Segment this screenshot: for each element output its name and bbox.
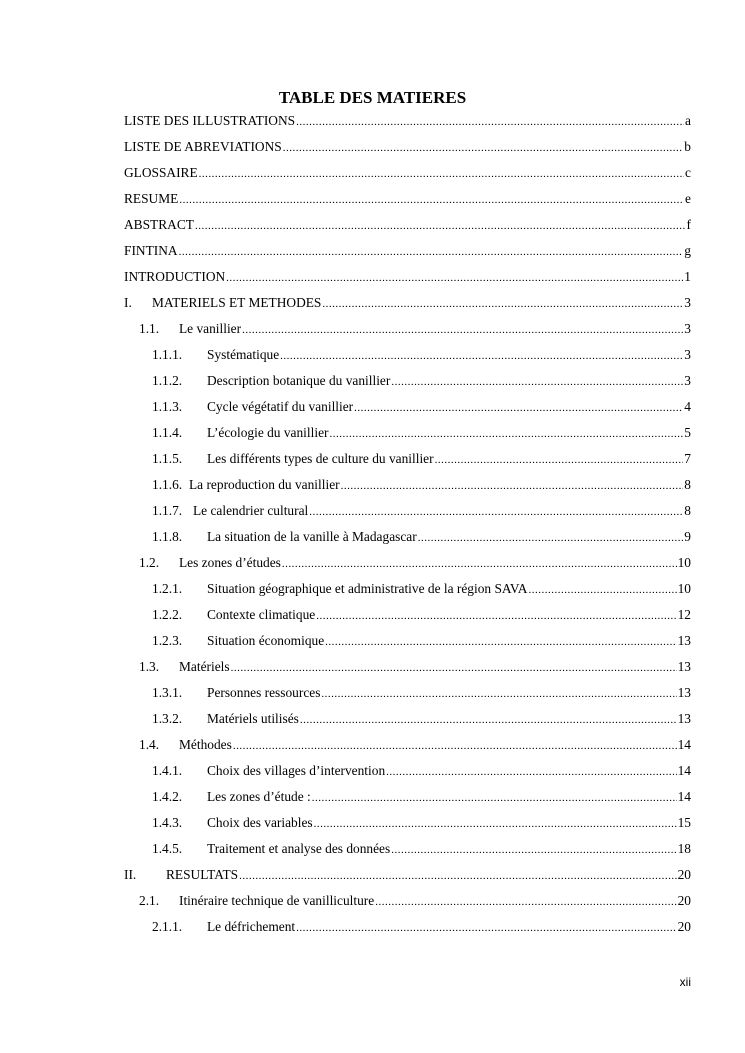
toc-entry: [124, 680, 691, 706]
toc-entry: [124, 576, 691, 602]
toc-entry-number: 1.1.6.: [152, 477, 183, 492]
toc-leader-dots: [242, 317, 683, 343]
toc-entry-number: 1.1.1.: [152, 347, 183, 362]
toc-entry-title: Matériels: [179, 659, 230, 674]
toc-entry-number: 1.1.8.: [152, 529, 183, 544]
page-number: xii: [679, 975, 691, 989]
toc-entry-page: 18: [677, 841, 691, 856]
toc-entry: [124, 758, 691, 784]
toc-entry-page: a: [685, 113, 691, 128]
toc-entry-title: Personnes ressources: [207, 685, 321, 700]
toc-leader-dots: [179, 187, 684, 213]
toc-leader-dots: [300, 707, 677, 733]
toc-entry: [124, 602, 691, 628]
toc-entry: [124, 212, 691, 238]
toc-entry: [124, 784, 691, 810]
toc-entry-page: 4: [684, 399, 691, 414]
toc-entry-title: Description botanique du vanillier: [207, 373, 391, 388]
toc-entry-page: b: [684, 139, 691, 154]
toc-leader-dots: [282, 551, 677, 577]
toc-entry-page: 20: [677, 919, 691, 934]
toc-leader-dots: [354, 395, 683, 421]
toc-entry-page: 20: [677, 867, 691, 882]
toc-entry-number: 1.4.1.: [152, 763, 183, 778]
toc-leader-dots: [375, 889, 676, 915]
toc-leader-dots: [329, 421, 683, 447]
toc-entry-page: 3: [684, 295, 691, 310]
toc-entry: [124, 472, 691, 498]
toc-entry-page: 3: [684, 321, 691, 336]
toc-entry-title: Le défrichement: [207, 919, 296, 934]
toc-entry: [124, 914, 691, 940]
toc-entry-page: 7: [684, 451, 691, 466]
toc-leader-dots: [280, 343, 683, 369]
toc-leader-dots: [312, 785, 677, 811]
toc-entry-title: Matériels utilisés: [207, 711, 299, 726]
toc-leader-dots: [296, 109, 684, 135]
toc-leader-dots: [391, 837, 676, 863]
toc-entry-page: 14: [677, 789, 691, 804]
toc-entry: [124, 732, 691, 758]
toc-leader-dots: [325, 629, 676, 655]
toc-entry-title: Situation géographique et administrative de la région SAVA: [207, 581, 528, 596]
toc-entry: [124, 420, 691, 446]
toc-entry-title: Contexte climatique: [207, 607, 316, 622]
toc-entry-page: 9: [684, 529, 691, 544]
toc-leader-dots: [309, 499, 683, 525]
toc-entry-title: L’écologie du vanillier: [207, 425, 329, 440]
toc-entry-title: Choix des villages d’intervention: [207, 763, 386, 778]
toc-entry-number: I.: [124, 295, 132, 310]
toc-entry: [124, 810, 691, 836]
toc-leader-dots: [341, 473, 684, 499]
toc-leader-dots: [386, 759, 676, 785]
toc-leader-dots: [199, 161, 684, 187]
toc-entry-number: 1.4.2.: [152, 789, 183, 804]
toc-entry-title: Itinéraire technique de vanilliculture: [179, 893, 375, 908]
toc-entry-page: 20: [677, 893, 691, 908]
toc-leader-dots: [179, 239, 684, 265]
toc-entry-title: La situation de la vanille à Madagascar: [207, 529, 417, 544]
toc-leader-dots: [418, 525, 684, 551]
toc-entry: [124, 654, 691, 680]
toc-entry: [124, 498, 691, 524]
toc-entry-number: 2.1.1.: [152, 919, 183, 934]
toc-entry-number: 1.3.: [139, 659, 160, 674]
toc-entry: [124, 108, 691, 134]
toc-entry-page: 3: [684, 373, 691, 388]
toc-leader-dots: [321, 681, 676, 707]
toc-entry: [124, 862, 691, 888]
toc-entry: [124, 888, 691, 914]
toc-leader-dots: [316, 603, 676, 629]
toc-leader-dots: [435, 447, 684, 473]
toc-entry-number: 1.4.: [139, 737, 160, 752]
toc-entry: [124, 238, 691, 264]
toc-entry: [124, 160, 691, 186]
toc-entry-page: 14: [677, 763, 691, 778]
toc-entry: [124, 550, 691, 576]
toc-leader-dots: [226, 265, 683, 291]
toc-entry-number: 1.1.2.: [152, 373, 183, 388]
toc-entry: [124, 342, 691, 368]
toc-entry-number: 1.3.2.: [152, 711, 183, 726]
toc-entry-page: f: [686, 217, 691, 232]
toc-entry-number: 1.1.: [139, 321, 160, 336]
toc-entry-number: 1.1.5.: [152, 451, 183, 466]
toc-entry: [124, 264, 691, 290]
toc-entry-number: 1.1.4.: [152, 425, 183, 440]
toc-leader-dots: [528, 577, 676, 603]
toc-leader-dots: [283, 135, 684, 161]
toc-leader-dots: [239, 863, 677, 889]
toc-entry-title: RESUME: [124, 191, 179, 206]
toc-entry-number: 1.2.: [139, 555, 160, 570]
toc-entry-page: 13: [677, 659, 691, 674]
toc-entry-number: 1.4.3.: [152, 815, 183, 830]
toc-entry-page: 13: [677, 685, 691, 700]
toc-entry-number: 1.2.1.: [152, 581, 183, 596]
toc-entry-page: 5: [684, 425, 691, 440]
toc-entry: [124, 134, 691, 160]
toc-entry-page: 1: [684, 269, 691, 284]
toc-entry-title: GLOSSAIRE: [124, 165, 198, 180]
toc-entry: [124, 524, 691, 550]
toc-entry: [124, 368, 691, 394]
toc-entry-title: Le vanillier: [179, 321, 242, 336]
toc-entry: [124, 628, 691, 654]
toc-entry-number: 1.2.3.: [152, 633, 183, 648]
toc-entry-title: LISTE DE ABREVIATIONS: [124, 139, 282, 154]
toc-entry-number: 1.1.3.: [152, 399, 183, 414]
toc-entry-number: 2.1.: [139, 893, 160, 908]
toc-entry-number: 1.3.1.: [152, 685, 183, 700]
toc-entry-page: 13: [677, 711, 691, 726]
toc-entry-title: Le calendrier cultural: [193, 503, 309, 518]
toc-entry-title: Méthodes: [179, 737, 232, 752]
toc-entry-page: c: [685, 165, 691, 180]
toc-entry: [124, 836, 691, 862]
toc-entry-number: 1.1.7.: [152, 503, 183, 518]
toc-entry-title: Traitement et analyse des données: [207, 841, 391, 856]
toc-leader-dots: [195, 213, 686, 239]
page-title: TABLE DES MATIERES: [278, 88, 467, 107]
toc-entry-page: e: [685, 191, 691, 206]
toc-entry-title: INTRODUCTION: [124, 269, 226, 284]
toc-leader-dots: [391, 369, 683, 395]
toc-entry-title: LISTE DES ILLUSTRATIONS: [124, 113, 296, 128]
toc-entry: [124, 290, 691, 316]
toc-leader-dots: [233, 733, 677, 759]
toc-entry-title: Choix des variables: [207, 815, 313, 830]
toc-entry-title: Les zones d’études: [179, 555, 281, 570]
toc-entry-number: 1.4.5.: [152, 841, 183, 856]
toc-entry-page: 10: [677, 581, 691, 596]
toc-entry: [124, 394, 691, 420]
toc-entry-page: 8: [684, 503, 691, 518]
toc-entry-title: MATERIELS ET METHODES: [152, 295, 322, 310]
toc-entry-page: 14: [677, 737, 691, 752]
toc-entry-title: FINTINA: [124, 243, 178, 258]
toc-leader-dots: [296, 915, 677, 941]
toc-entry-title: Cycle végétatif du vanillier: [207, 399, 354, 414]
toc-entry-title: La reproduction du vanillier: [189, 477, 340, 492]
toc-entry: [124, 706, 691, 732]
toc-entry-page: 3: [684, 347, 691, 362]
toc-leader-dots: [322, 291, 683, 317]
toc-entry: [124, 186, 691, 212]
toc-leader-dots: [231, 655, 677, 681]
toc-entry-page: 10: [677, 555, 691, 570]
toc-entry-title: Les différents types de culture du vanillier: [207, 451, 434, 466]
toc-entry-number: 1.2.2.: [152, 607, 183, 622]
toc-entry-title: Les zones d’étude :: [207, 789, 311, 804]
toc-entry-title: Systématique: [207, 347, 280, 362]
toc-entry-page: 13: [677, 633, 691, 648]
toc-entry: [124, 446, 691, 472]
table-of-contents: [124, 108, 691, 940]
toc-entry-title: ABSTRACT: [124, 217, 194, 232]
toc-entry: [124, 316, 691, 342]
toc-leader-dots: [314, 811, 677, 837]
toc-entry-page: 8: [684, 477, 691, 492]
toc-entry-page: g: [684, 243, 691, 258]
toc-entry-page: 12: [677, 607, 691, 622]
toc-entry-title: RESULTATS: [166, 867, 239, 882]
toc-entry-title: Situation économique: [207, 633, 325, 648]
toc-entry-number: II.: [124, 867, 137, 882]
toc-entry-page: 15: [677, 815, 691, 830]
